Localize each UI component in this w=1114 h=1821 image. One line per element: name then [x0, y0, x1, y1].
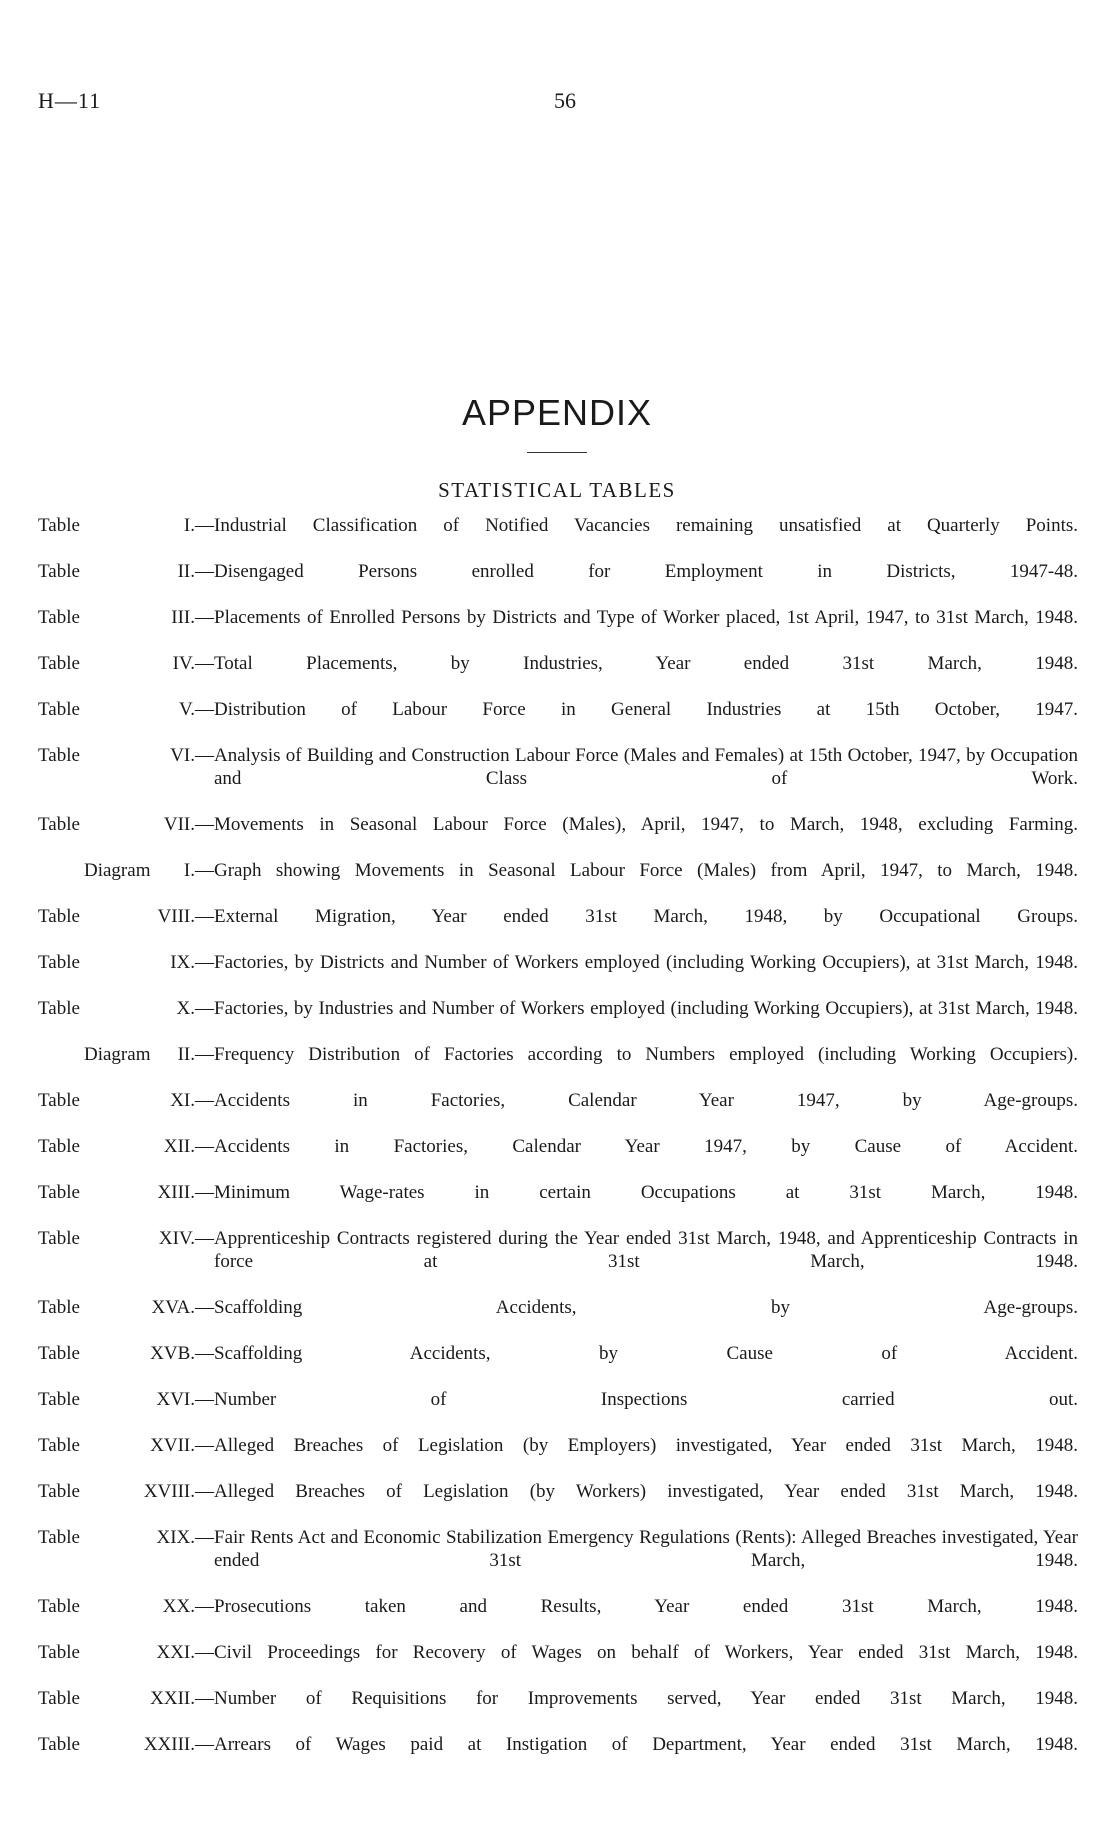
entry-description: Alleged Breaches of Legislation (by Employers) investigated, Year ended 31st March, 1948.	[214, 1435, 1078, 1456]
entry-description: Distribution of Labour Force in General Industries at 15th October, 1947.	[214, 699, 1078, 720]
entry-number: IV.—	[172, 653, 214, 674]
list-item	[38, 1135, 1078, 1181]
entry-number: V.—	[178, 699, 214, 720]
entry-description: Graph showing Movements in Seasonal Labour Force (Males) from April, 1947, to March, 1948.	[214, 860, 1078, 881]
list-item	[38, 951, 1078, 997]
entry-number: X.—	[176, 998, 214, 1019]
section-heading: STATISTICAL TABLES	[438, 478, 676, 502]
entry-description: Scaffolding Accidents, by Cause of Accident.	[214, 1343, 1078, 1364]
list-item	[38, 1434, 1078, 1480]
entry-type-label: Table	[38, 814, 80, 835]
list-item	[38, 1043, 1078, 1089]
entry-number: VI.—	[170, 745, 214, 766]
entry-description: Scaffolding Accidents, by Age-groups.	[214, 1297, 1078, 1318]
list-item	[38, 1595, 1078, 1641]
entry-type-label: Table	[38, 1734, 80, 1755]
entry-description: Accidents in Factories, Calendar Year 1947, by Cause of Accident.	[214, 1136, 1078, 1157]
entry-number: IX.—	[170, 952, 214, 973]
entry-description: Arrears of Wages paid at Instigation of Department, Year ended 31st March, 1948.	[214, 1734, 1078, 1755]
page-header	[38, 88, 1078, 118]
entry-number: XI.—	[170, 1090, 214, 1111]
list-item	[38, 1181, 1078, 1227]
entry-number: XXI.—	[156, 1642, 214, 1663]
entry-type-label: Table	[38, 1435, 80, 1456]
entry-type-label: Table	[38, 952, 80, 973]
entry-type-label: Table	[38, 1343, 80, 1364]
entry-description: Fair Rents Act and Economic Stabilization Emergency Regulations (Rents): Alleged Breaches investigated, Year ended 31st March, 1948.	[214, 1527, 1078, 1571]
entry-number: XXIII.—	[143, 1734, 214, 1755]
entry-description: Apprenticeship Contracts registered during the Year ended 31st March, 1948, and Apprenticeship Contracts in force at 31st March, 1948.	[214, 1228, 1078, 1272]
entry-type-label: Table	[38, 699, 80, 720]
entry-number: XVIII.—	[143, 1481, 214, 1502]
entry-type-label: Table	[38, 1182, 80, 1203]
list-item	[38, 1687, 1078, 1733]
entry-type-label: Table	[38, 1136, 80, 1157]
entry-description: Minimum Wage-rates in certain Occupations at 31st March, 1948.	[214, 1182, 1078, 1203]
entry-number: XVA.—	[151, 1297, 214, 1318]
list-item	[38, 652, 1078, 698]
entry-number: II.—	[177, 1044, 214, 1065]
entry-number: XIV.—	[158, 1228, 214, 1249]
entry-type-label: Table	[38, 1481, 80, 1502]
entry-description: Number of Requisitions for Improvements served, Year ended 31st March, 1948.	[214, 1688, 1078, 1709]
title-rule-divider	[527, 452, 587, 453]
entry-type-label: Table	[38, 998, 80, 1019]
list-item	[38, 606, 1078, 652]
entry-description: Prosecutions taken and Results, Year ended 31st March, 1948.	[214, 1596, 1078, 1617]
list-item	[38, 1089, 1078, 1135]
entry-number: I.—	[183, 860, 214, 881]
entry-description: Accidents in Factories, Calendar Year 1947, by Age-groups.	[214, 1090, 1078, 1111]
entry-number: VII.—	[163, 814, 214, 835]
entry-number: XVII.—	[150, 1435, 214, 1456]
entry-description: External Migration, Year ended 31st March, 1948, by Occupational Groups.	[214, 906, 1078, 927]
page-title: APPENDIX	[461, 392, 653, 433]
entry-type-label: Table	[38, 1297, 80, 1318]
list-item	[38, 1342, 1078, 1388]
entry-number: III.—	[171, 607, 214, 628]
entry-number: I.—	[183, 515, 214, 536]
entry-description: Factories, by Districts and Number of Workers employed (including Working Occupiers), at 31st March, 1948.	[214, 952, 1078, 973]
list-item	[38, 698, 1078, 744]
list-item	[38, 1227, 1078, 1296]
entry-type-label: Table	[38, 1642, 80, 1663]
entry-description: Movements in Seasonal Labour Force (Males), April, 1947, to March, 1948, excluding Farming.	[214, 814, 1078, 835]
entry-type-label: Table	[38, 1688, 80, 1709]
entry-number: XX.—	[162, 1596, 214, 1617]
entry-type-label: Table	[38, 1389, 80, 1410]
entry-number: XVI.—	[156, 1389, 214, 1410]
entry-type-label: Table	[38, 1090, 80, 1111]
entry-description: Industrial Classification of Notified Vacancies remaining unsatisfied at Quarterly Points.	[214, 515, 1078, 536]
list-item	[38, 997, 1078, 1043]
entry-description: Civil Proceedings for Recovery of Wages on behalf of Workers, Year ended 31st March, 1948.	[214, 1642, 1078, 1663]
entry-number: XII.—	[163, 1136, 214, 1157]
entry-type-label: Table	[38, 1527, 80, 1548]
list-item	[38, 514, 1078, 560]
list-item	[38, 1480, 1078, 1526]
list-item	[38, 1526, 1078, 1595]
entry-number: XIII.—	[157, 1182, 214, 1203]
list-item	[38, 744, 1078, 813]
list-item	[38, 1733, 1078, 1779]
list-item	[38, 859, 1078, 905]
entry-type-label: Table	[38, 1596, 80, 1617]
entry-number: XXII.—	[150, 1688, 214, 1709]
list-item	[38, 1296, 1078, 1342]
page-number: 56	[554, 88, 576, 113]
list-item	[38, 813, 1078, 859]
entry-type-label: Table	[38, 1228, 80, 1249]
entry-number: XIX.—	[156, 1527, 214, 1548]
entry-description: Total Placements, by Industries, Year ended 31st March, 1948.	[214, 653, 1078, 674]
table-list	[38, 514, 1078, 1779]
entry-type-label: Table	[38, 607, 80, 628]
entry-type-label: Table	[38, 653, 80, 674]
entry-description: Number of Inspections carried out.	[214, 1389, 1078, 1410]
entry-number: VIII.—	[157, 906, 214, 927]
entry-number: II.—	[177, 561, 214, 582]
entry-description: Alleged Breaches of Legislation (by Workers) investigated, Year ended 31st March, 1948.	[214, 1481, 1078, 1502]
entry-number: XVB.—	[150, 1343, 214, 1364]
document-code: H—11	[38, 88, 102, 113]
entry-type-label: Table	[38, 515, 80, 536]
list-item	[38, 1388, 1078, 1434]
list-item	[38, 560, 1078, 606]
entry-description: Placements of Enrolled Persons by Districts and Type of Worker placed, 1st April, 1947, to 31st March, 1948.	[214, 607, 1078, 628]
entry-description: Disengaged Persons enrolled for Employment in Districts, 1947-48.	[214, 561, 1078, 582]
entry-description: Factories, by Industries and Number of Workers employed (including Working Occupiers), at 31st March, 1948.	[214, 998, 1078, 1019]
entry-type-label: Table	[38, 745, 80, 766]
entry-description: Analysis of Building and Construction Labour Force (Males and Females) at 15th October, 1947, by Occupation and Class of Work.	[214, 745, 1078, 789]
entry-type-label: Table	[38, 561, 80, 582]
list-item	[38, 1641, 1078, 1687]
entry-type-label: Diagram	[84, 860, 151, 881]
entry-description: Frequency Distribution of Factories according to Numbers employed (including Working Occupiers).	[214, 1044, 1078, 1065]
list-item	[38, 905, 1078, 951]
entry-type-label: Diagram	[84, 1044, 151, 1065]
entry-type-label: Table	[38, 906, 80, 927]
